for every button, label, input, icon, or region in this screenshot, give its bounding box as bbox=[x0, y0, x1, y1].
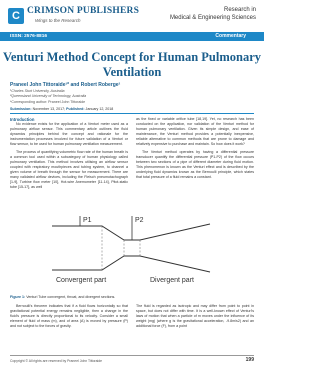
label-divergent: Divergent part bbox=[150, 277, 194, 284]
journal-name bbox=[170, 6, 256, 22]
body-right-column bbox=[136, 117, 254, 180]
issn-label: ISSN: 2576-8816 bbox=[10, 34, 48, 39]
article-type: Commentary bbox=[215, 33, 246, 39]
paragraph: No evidence exists for the application of a Venturi meter used as a pulmonary airflow sensor. This commentary article outlines the fluid dynamics principles behind the concept and rationale for the instrumentation processes involved for future validation of a Venturi or flow sensor, to be used for human pulmonary ventilation measurement. bbox=[10, 122, 128, 147]
label-convergent: Convergent part bbox=[56, 277, 107, 284]
submission-dates bbox=[10, 107, 113, 111]
label-p2: P2 bbox=[135, 217, 144, 224]
footer-divider bbox=[10, 355, 254, 356]
article-title-line2: Ventilation bbox=[102, 65, 162, 79]
body-lower-left-column bbox=[10, 304, 128, 329]
paragraph: as the fixed or variable orifice tube [18,19]. Yet, no research has been conducted on the application, nor validation of the Venturi method for human pulmonary ventilation. Given its simple design, and ease of maintenance, the Venturi method provides a potentially inexpensive, reliable alternative to common methods that are prone to damage and relatively expensive to purchase and maintain. So how does it work? bbox=[136, 117, 254, 147]
body-left-column bbox=[10, 117, 128, 190]
publisher-tagline: Wings to the Research bbox=[35, 18, 81, 23]
submitted-label: Submission: bbox=[10, 107, 32, 111]
paragraph: The fluid is regarded as isotropic and may differ from point to point in space, but does not differ with time. It is a well-known effect of Venturi's laws of motion that when a particle of m moves under the influence of its weight (mg) (where g is the gravitational acceleration, -9.8m/s2) and an additional force (F), from a point bbox=[136, 304, 254, 329]
journal-name-line1: Research in bbox=[223, 7, 256, 13]
journal-name-line2: Medical & Engineering Sciences bbox=[169, 15, 256, 21]
article-title-line1: Venturi Method Concept for Human Pulmonary bbox=[3, 50, 261, 64]
section-heading-introduction: Introduction bbox=[10, 117, 35, 122]
publisher-name: CRIMSON PUBLISHERS bbox=[27, 6, 140, 16]
article-title bbox=[0, 50, 264, 80]
affiliation-1: ¹Charles Sturt University, Australia bbox=[10, 89, 65, 93]
tube-lower-wall bbox=[52, 256, 210, 272]
corresponding-author: *Corresponding author: Praneel John Tittoraide bbox=[10, 100, 86, 104]
figure-caption-text: Venturi Tube convergent, throat, and divergent sections. bbox=[26, 295, 116, 299]
venturi-tube-figure bbox=[50, 212, 214, 290]
published-label: Published: bbox=[66, 107, 85, 111]
publisher-logo-icon: C bbox=[8, 8, 24, 24]
copyright-notice: Copyright © All rights are reserved by Praneel John Tittoraide bbox=[10, 359, 103, 363]
paragraph: Bernoulli's theorem indicates that if a fluid flows horizontally so that gravitational potential energy remains negligible, then a change in the fluid's pressure is directly proportional to its velocity. Consider a small element of fluid of mass (m), and of area (A) is moved by pressure (P) and not subject to the forces of gravity. bbox=[10, 304, 128, 329]
affiliation-2: ²Queensland University of Technology, Australia bbox=[10, 94, 87, 98]
published-date: January 12, 2018 bbox=[85, 107, 114, 111]
paragraph: The Venturi method operates by having a differential pressure transducer quantify the differential pressure (P1-P2) of the flow occurs between two sections of a pipe of different diameter during fluid motion. This phenomenon is known as the Venturi effect and is described by the underlying fluid dynamics known as the Bernoulli principle, which states that total pressure of a fluid remains a constant. bbox=[136, 149, 254, 180]
figure-caption-label: Figure 1: bbox=[10, 295, 26, 299]
page-number: 199 bbox=[245, 357, 254, 363]
paragraph: The process of quantifying volumetric flow rate of the human breath is a common tool used within a subcategory of human physiology called pulmonary ventilation. This method involves utilising an airflow sensor coupled with respiratory mouthpieces and tubing system, to channel a given volume of breath through the sensor for measurement. There are many validated airflow devices, including the Fleisch pneumotachograph [1-9], Turbine flow meter [10], Hot-wire Anemometer [11-14], Pitot-static tube [15-17], as well bbox=[10, 149, 128, 190]
tube-upper-wall bbox=[52, 224, 210, 240]
label-p1: P1 bbox=[83, 217, 92, 224]
author-list: Praneel John Tittoraide¹* and Robert Roberge² bbox=[10, 82, 121, 88]
header-divider bbox=[10, 113, 254, 114]
figure-caption bbox=[10, 295, 254, 299]
submitted-date: November 13, 2017; bbox=[32, 107, 66, 111]
body-lower-right-column bbox=[136, 304, 254, 329]
